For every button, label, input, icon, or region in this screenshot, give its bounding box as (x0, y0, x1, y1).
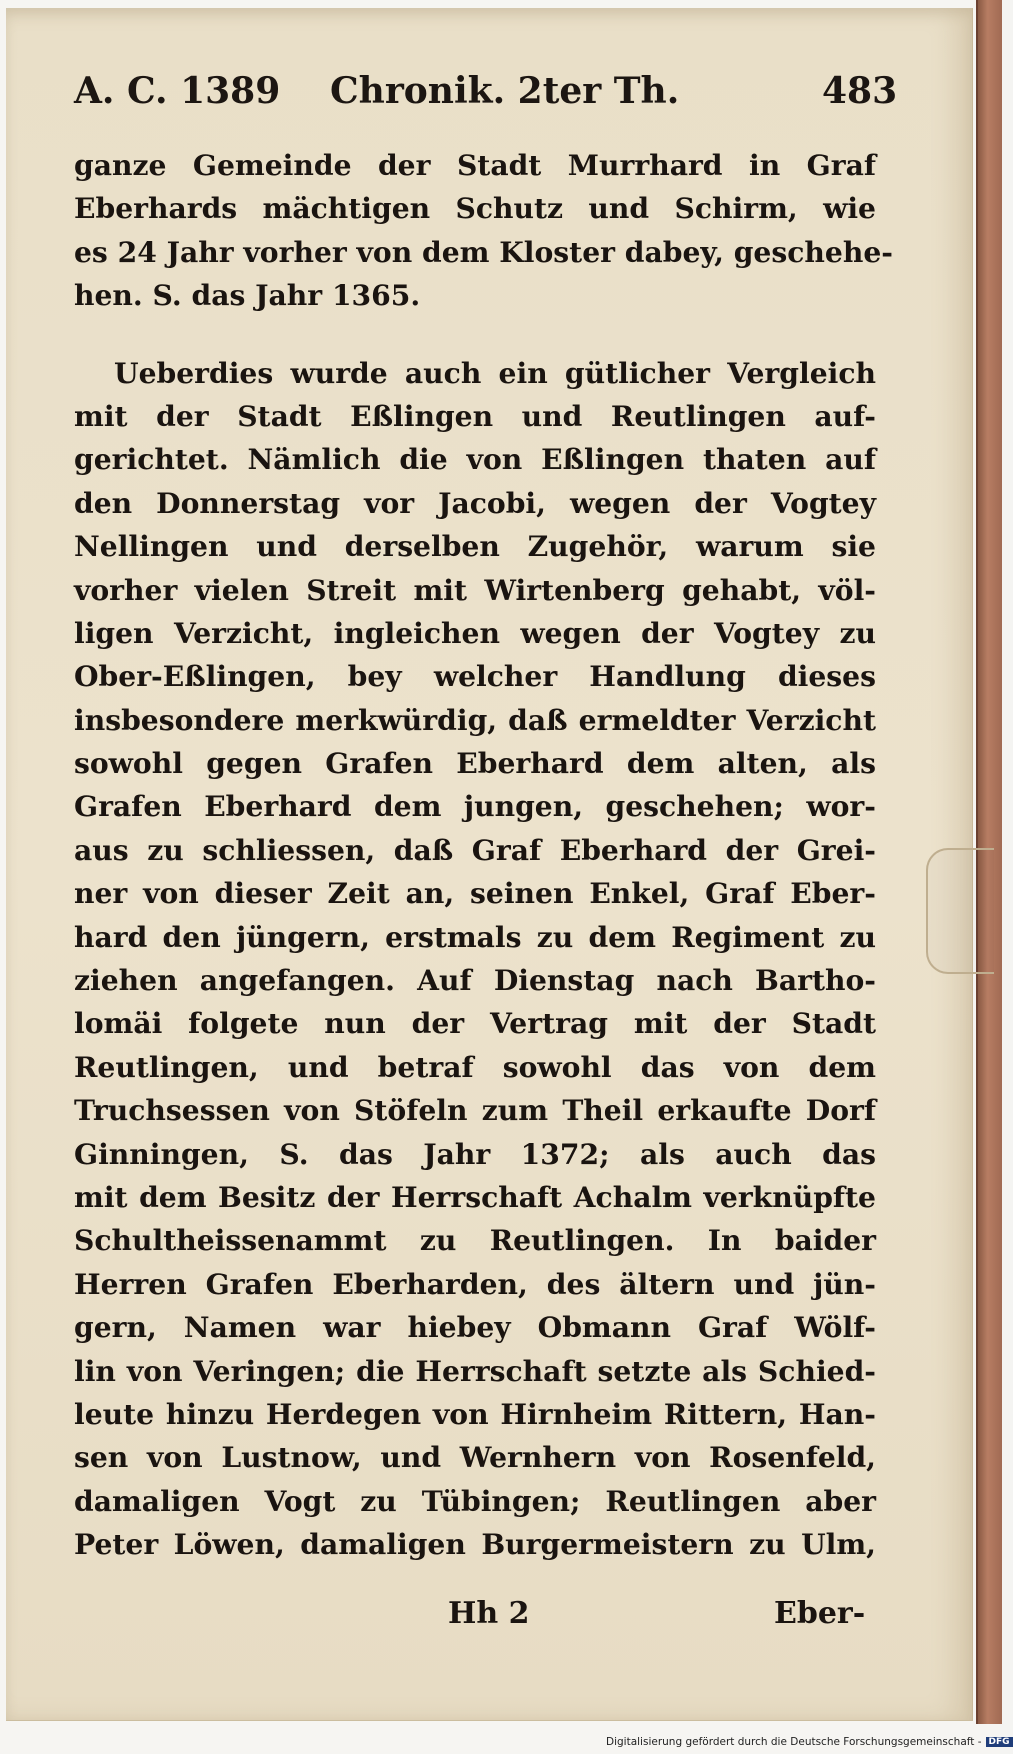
paragraph-1 (74, 144, 893, 318)
text-line: sen von Lustnow, und Wernhern von Rosenfeld, (74, 1441, 876, 1475)
text-line: ner von dieser Zeit an, seinen Enkel, Graf Eber- (74, 877, 876, 911)
text-line: Reutlingen, und betraf sowohl das von dem (74, 1050, 876, 1084)
running-header (74, 64, 898, 120)
text-line: mit dem Besitz der Herrschaft Achalm verknüpfte (74, 1180, 876, 1214)
text-line: ziehen angefangen. Auf Dienstag nach Bartho- (74, 964, 876, 998)
text-line: hard den jüngern, erstmals zu dem Regiment zu (74, 920, 876, 954)
text-line: Schultheissenammt zu Reutlingen. In baider (74, 1224, 876, 1258)
text-line: gern, Namen war hiebey Obmann Graf Wölf- (74, 1311, 876, 1345)
text-line: Truchsessen von Stöfeln zum Theil erkaufte Dorf (74, 1094, 876, 1128)
page-number: 483 (822, 70, 898, 112)
text-line: sowohl gegen Grafen Eberhard dem alten, als (74, 747, 876, 781)
header-title: Chronik. 2ter Th. (330, 70, 680, 112)
text-line: vorher vielen Streit mit Wirtenberg gehabt, völ- (74, 573, 876, 607)
catchword: Eber- (774, 1596, 866, 1631)
text-line: Grafen Eberhard dem jungen, geschehen; wor- (74, 790, 876, 824)
text-line: insbesondere merkwürdig, daß ermeldter Verzicht (74, 703, 876, 737)
text-line: aus zu schliessen, daß Graf Eberhard der Grei- (74, 833, 876, 867)
text-line: ligen Verzicht, ingleichen wegen der Vogtey zu (74, 616, 876, 650)
book-page (6, 8, 973, 1721)
header-year: A. C. 1389 (74, 70, 281, 112)
text-line: Ginningen, S. das Jahr 1372; als auch das (74, 1137, 876, 1171)
text-line: gerichtet. Nämlich die von Eßlingen thaten auf (74, 443, 876, 477)
text-line: Nellingen und derselben Zugehör, warum sie (74, 530, 876, 564)
page-footer (6, 1596, 972, 1644)
page-clasp-mark (926, 848, 994, 974)
text-line: damaligen Vogt zu Tübingen; Reutlingen aber (74, 1484, 876, 1518)
paragraph-2 (74, 352, 876, 1567)
text-line: Eberhards mächtigen Schutz und Schirm, wie (74, 192, 876, 226)
text-line: Herren Grafen Eberharden, des ältern und jün- (74, 1267, 876, 1301)
text-line: den Donnerstag vor Jacobi, wegen der Vogtey (74, 486, 876, 520)
signature-mark: Hh 2 (448, 1596, 530, 1631)
dfg-logo: DFG (986, 1737, 1013, 1747)
text-line: ganze Gemeinde der Stadt Murrhard in Graf (74, 149, 876, 182)
text-line: leute hinzu Herdegen von Hirnheim Rittern, Han- (74, 1397, 876, 1431)
paragraph-gap (74, 318, 876, 352)
text-line: es 24 Jahr vorher von dem Kloster dabey, geschehe- (74, 235, 893, 269)
text-line: Ueberdies wurde auch ein gütlicher Vergleich (114, 356, 876, 390)
text-line: Peter Löwen, damaligen Burgermeistern zu Ulm, (74, 1528, 876, 1562)
text-line: lomäi folgete nun der Vertrag mit der Stadt (74, 1007, 876, 1041)
text-line: lin von Veringen; die Herrschaft setzte als Schied- (74, 1354, 876, 1388)
text-line: mit der Stadt Eßlingen und Reutlingen auf- (74, 399, 876, 433)
text-line: Ober-Eßlingen, bey welcher Handlung dieses (74, 660, 876, 694)
text-line: hen. S. das Jahr 1365. (74, 279, 421, 313)
digitization-credit (606, 1736, 1010, 1752)
body-text (74, 144, 893, 1567)
credit-text: Digitalisierung gefördert durch die Deutsche Forschungsgemeinschaft - (606, 1736, 982, 1748)
